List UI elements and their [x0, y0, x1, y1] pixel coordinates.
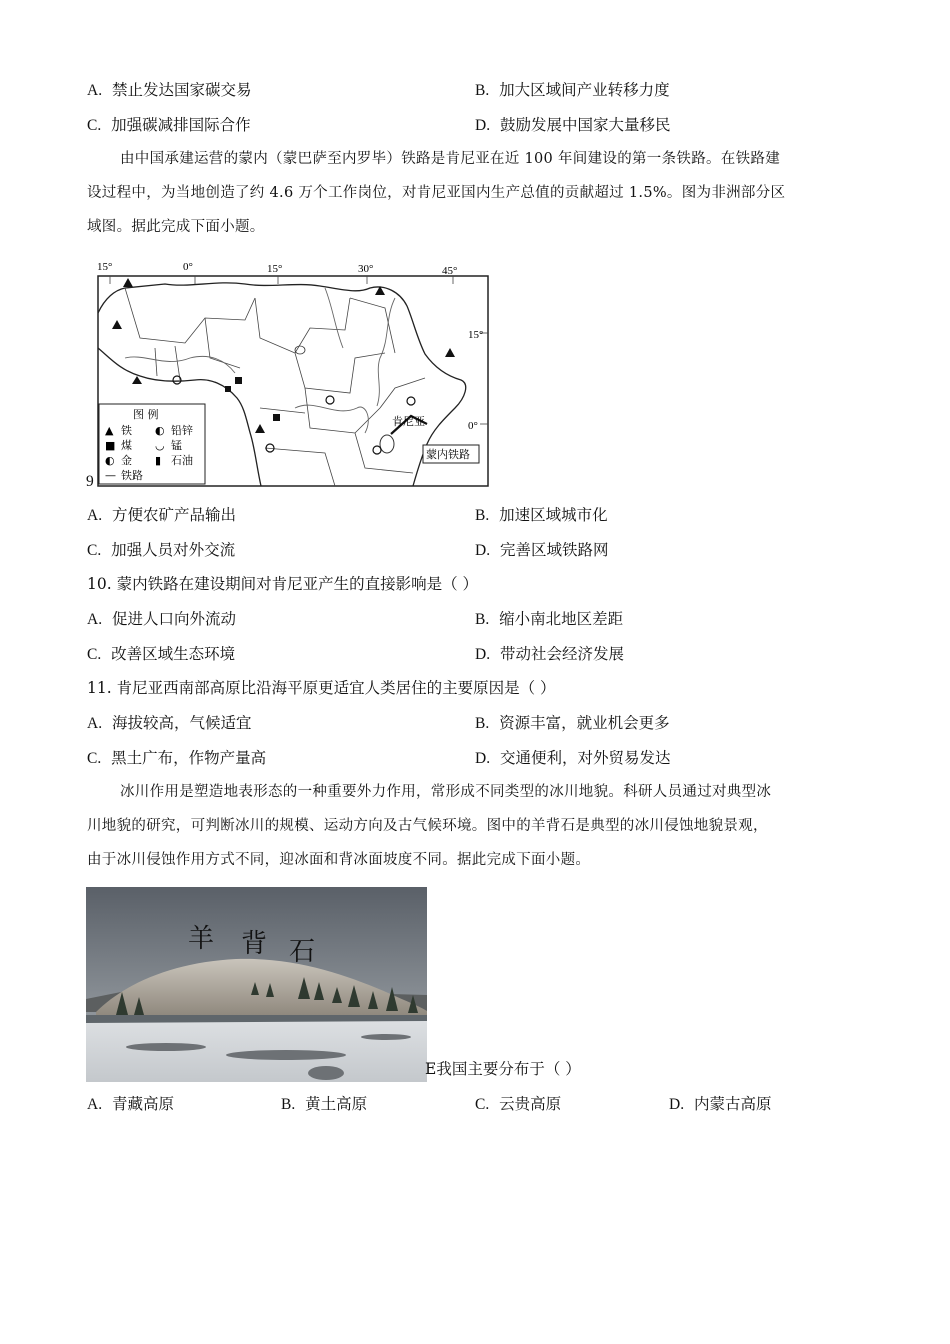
q12-option-c	[475, 1094, 561, 1115]
option-label: C.	[87, 542, 102, 559]
option-text: 禁止发达国家碳交易	[111, 81, 252, 99]
q8-option-a	[87, 80, 251, 101]
roche-moutonnee-image	[86, 887, 427, 1082]
kenya-label: 肯尼亚	[392, 415, 425, 428]
option-text: 带动社会经济发展	[499, 645, 624, 663]
q12-option-d	[669, 1094, 771, 1115]
option-label: A.	[87, 82, 103, 99]
africa-map-figure	[95, 258, 493, 488]
option-label: D.	[475, 750, 491, 767]
option-label: A.	[87, 715, 103, 732]
legend-text: 石油	[171, 454, 193, 467]
option-text: 海拔较高，气候适宜	[111, 714, 252, 732]
legend-symbol: ■	[105, 439, 116, 452]
africa-map	[95, 258, 493, 488]
option-label: D.	[475, 542, 491, 559]
q9-option-d	[475, 540, 608, 561]
q11-stem: 11. 肯尼亚西南部高原比沿海平原更适宜人类居住的主要原因是（ ）	[87, 679, 556, 697]
legend-text: 铅锌	[171, 424, 193, 437]
option-text: 青藏高原	[111, 1095, 174, 1113]
legend-text: 铁	[121, 424, 132, 437]
option-label: B.	[475, 507, 490, 524]
legend-text: 铁路	[121, 469, 143, 482]
roche-moutonnee-photo	[86, 887, 427, 1082]
option-label: B.	[475, 715, 490, 732]
legend-title: 图 例	[133, 408, 159, 421]
option-label: C.	[87, 117, 102, 134]
passage-railway	[87, 142, 865, 244]
option-text: 加大区域间产业转移力度	[499, 81, 670, 99]
q11-option-d	[475, 748, 670, 769]
option-text: 资源丰富，就业机会更多	[499, 714, 670, 732]
q11-option-b	[475, 713, 670, 734]
q12-stem-tail: E我国主要分布于（ ）	[425, 1060, 581, 1078]
lon-label: 30°	[358, 263, 374, 275]
option-label: A.	[87, 507, 103, 524]
passage-line: 设过程中，为当地创造了约 4.6 万个工作岗位，对肯尼亚国内生产总值的贡献超过 1.5%。图为非洲部分区	[87, 185, 786, 201]
lon-label: 45°	[442, 265, 458, 277]
q9-number: 9	[86, 473, 94, 490]
option-text: 加强碳减排国际合作	[111, 116, 251, 134]
q10-stem: 10. 蒙内铁路在建设期间对肯尼亚产生的直接影响是（ ）	[87, 575, 479, 593]
option-label: D.	[669, 1096, 685, 1113]
option-text: 交通便利，对外贸易发达	[499, 749, 671, 767]
photo-caption-char: 背	[241, 929, 268, 959]
q10-option-a	[87, 609, 236, 630]
legend-text: 煤	[121, 439, 132, 452]
option-text: 云贵高原	[499, 1095, 562, 1113]
option-text: 完善区域铁路网	[499, 541, 609, 559]
option-text: 促进人口向外流动	[111, 610, 236, 628]
passage-line: 由于冰川侵蚀作用方式不同，迎冰面和背冰面坡度不同。据此完成下面小题。	[87, 852, 591, 868]
legend-symbol: ▲	[105, 424, 114, 437]
option-text: 鼓励发展中国家大量移民	[499, 116, 671, 134]
option-text: 缩小南北地区差距	[499, 610, 624, 628]
q10-option-c	[87, 644, 235, 665]
option-label: B.	[281, 1096, 296, 1113]
legend-symbol: ◡	[155, 439, 165, 452]
option-text: 方便农矿产品输出	[111, 506, 236, 524]
lat-label: 15°	[468, 329, 484, 341]
railway-label: 蒙内铁路	[426, 448, 470, 461]
q8-option-b	[475, 80, 670, 101]
legend-text: 锰	[171, 439, 182, 452]
passage-line: 冰川作用是塑造地表形态的一种重要外力作用，常形成不同类型的冰川地貌。科研人员通过对典型冰	[120, 784, 772, 800]
legend-text: 金	[121, 454, 132, 467]
q11-option-c	[87, 748, 266, 769]
q12-option-b	[281, 1094, 367, 1115]
option-label: C.	[87, 750, 102, 767]
q9-option-a	[87, 505, 236, 526]
option-text: 加强人员对外交流	[111, 541, 236, 559]
option-text: 加速区域城市化	[499, 506, 608, 524]
q8-option-c	[87, 115, 251, 136]
lon-label: 15°	[97, 261, 113, 273]
photo-caption-char: 羊	[188, 924, 215, 954]
lon-label: 0°	[183, 261, 193, 273]
q12-option-a	[87, 1094, 174, 1115]
option-text: 黄土高原	[305, 1095, 368, 1113]
option-label: B.	[475, 611, 490, 628]
option-label: B.	[475, 82, 490, 99]
q9-option-b	[475, 505, 608, 526]
option-label: D.	[475, 117, 491, 134]
q9-option-c	[87, 540, 235, 561]
option-label: A.	[87, 611, 103, 628]
legend-symbol: ◐	[105, 454, 115, 467]
passage-line: 由中国承建运营的蒙内（蒙巴萨至内罗毕）铁路是肯尼亚在近 100 年间建设的第一条铁路。在铁路建	[120, 151, 780, 167]
q8-option-d	[475, 115, 670, 136]
q10-option-d	[475, 644, 624, 665]
passage-line: 川地貌的研究，可判断冰川的规模、运动方向及古气候环境。图中的羊背石是典型的冰川侵蚀地貌景观，	[87, 818, 768, 834]
option-text: 内蒙古高原	[693, 1095, 772, 1113]
option-label: A.	[87, 1096, 103, 1113]
option-text: 改善区域生态环境	[111, 645, 236, 663]
lat-label: 0°	[468, 420, 478, 432]
passage-line: 域图。据此完成下面小题。	[87, 219, 265, 235]
photo-caption-char: 石	[289, 937, 316, 967]
option-label: C.	[87, 646, 102, 663]
q10-option-b	[475, 609, 623, 630]
legend-symbol: ◐	[155, 424, 165, 437]
legend-symbol: —	[105, 469, 116, 482]
q11-option-a	[87, 713, 251, 734]
option-text: 黑土广布，作物产量高	[111, 749, 267, 767]
lon-label: 15°	[267, 263, 283, 275]
option-label: D.	[475, 646, 491, 663]
passage-glacier	[87, 775, 865, 877]
option-label: C.	[475, 1096, 490, 1113]
legend-symbol: ▮	[155, 454, 162, 467]
